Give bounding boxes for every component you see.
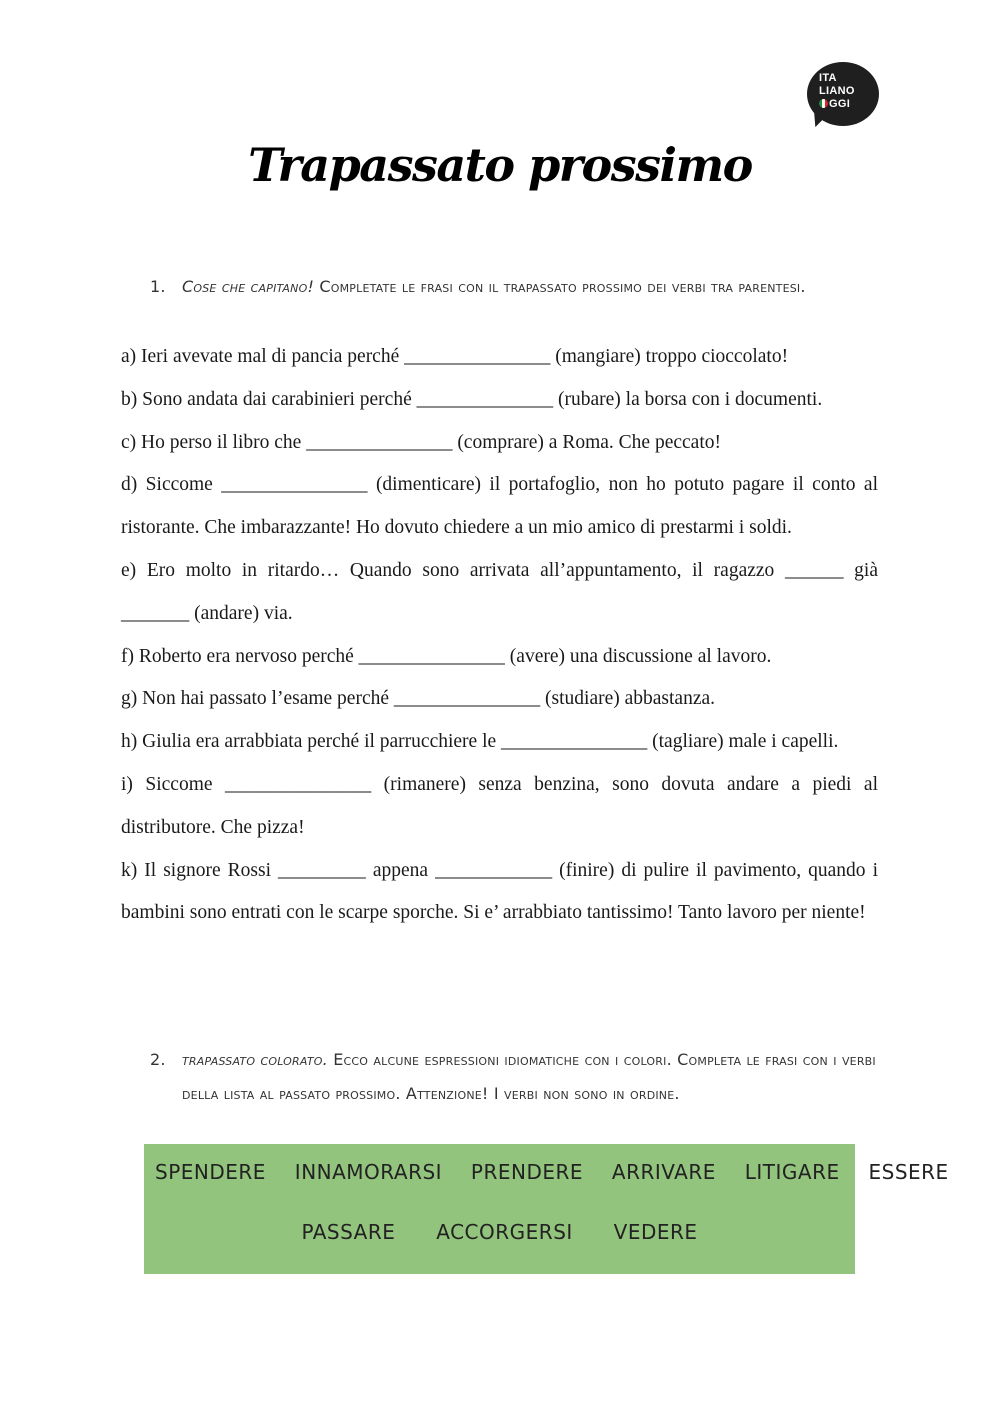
exercise-1-label: Cose che capitano! [182,277,315,296]
sentence-f: f) Roberto era nervoso perché _______________ (avere) una discussione al lavoro. [121,645,772,667]
verb-item: ACCORGERSI [436,1220,573,1244]
logo-line-3-text: GGI [829,98,851,110]
verb-item: ESSERE [868,1160,949,1184]
sentence-c: c) Ho perso il libro che _______________ (comprare) a Roma. Che peccato! [121,431,721,453]
sentence-k: k) Il signore Rossi _________ appena ____________ (finire) di pulire il pavimento, quando i bambini sono entrati con le scarpe sporche. Si e’ arrabbiato tantissimo! Tanto lavoro per niente! [121,859,878,924]
exercise-1-instruction [150,277,890,296]
exercise-2-label: trapassato colorato. [182,1050,328,1069]
logo [807,62,879,128]
verb-item: SPENDERE [155,1160,266,1184]
sentence-b: b) Sono andata dai carabinieri perché ______________ (rubare) la borsa con i documenti. [121,388,823,410]
exercise-1-text: Completate le frasi con il trapassato prossimo dei verbi tra parentesi. [319,277,806,296]
logo-line-1: ITA [819,72,837,84]
verb-item: VEDERE [613,1220,698,1244]
sentence-i: i) Siccome _______________ (rimanere) senza benzina, sono dovuta andare a piedi al distributore. Che pizza! [121,773,878,838]
verb-item: INNAMORARSI [294,1160,443,1184]
sentence-g: g) Non hai passato l’esame perché _______________ (studiare) abbastanza. [121,688,716,710]
verb-list-row-1 [144,1160,949,1184]
page-title: Trapassato prossimo [248,138,752,192]
exercise-1-sentences [121,336,878,935]
exercise-1-number: 1. [150,277,166,296]
exercise-2-instruction [150,1043,880,1111]
logo-line-2: LIANO [819,85,855,97]
exercise-2-text-line-2: della lista al passato prossimo. Attenzione! I verbi non sono in ordine. [182,1084,680,1103]
logo-text [819,72,855,111]
verb-item: LITIGARE [744,1160,840,1184]
verb-item: PRENDERE [470,1160,584,1184]
verb-item: PASSARE [301,1220,396,1244]
verb-list-row-2 [144,1220,855,1244]
sentence-a: a) Ieri avevate mal di pancia perché _______________ (mangiare) troppo cioccolato! [121,346,789,367]
exercise-2-number: 2. [150,1050,166,1069]
sentence-d: d) Siccome _______________ (dimenticare) il portafoglio, non ho potuto pagare il conto al ristorante. Che imbarazzante! Ho dovuto chiedere a un mio amico di prestarmi i soldi. [121,474,878,539]
sentence-h: h) Giulia era arrabbiata perché il parrucchiere le _______________ (tagliare) male i capelli. [121,731,839,753]
verb-item: ARRIVARE [611,1160,716,1184]
verb-list-box [144,1144,949,1274]
logo-line-3 [819,98,855,111]
exercise-2-text-line-1: Ecco alcune espressioni idiomatiche con i colori. Completa le frasi con i verbi [333,1050,876,1069]
sentence-e: e) Ero molto in ritardo… Quando sono arrivata all’appuntamento, il ragazzo ______ già _______ (andare) via. [121,559,878,624]
italian-flag-icon [819,99,828,108]
